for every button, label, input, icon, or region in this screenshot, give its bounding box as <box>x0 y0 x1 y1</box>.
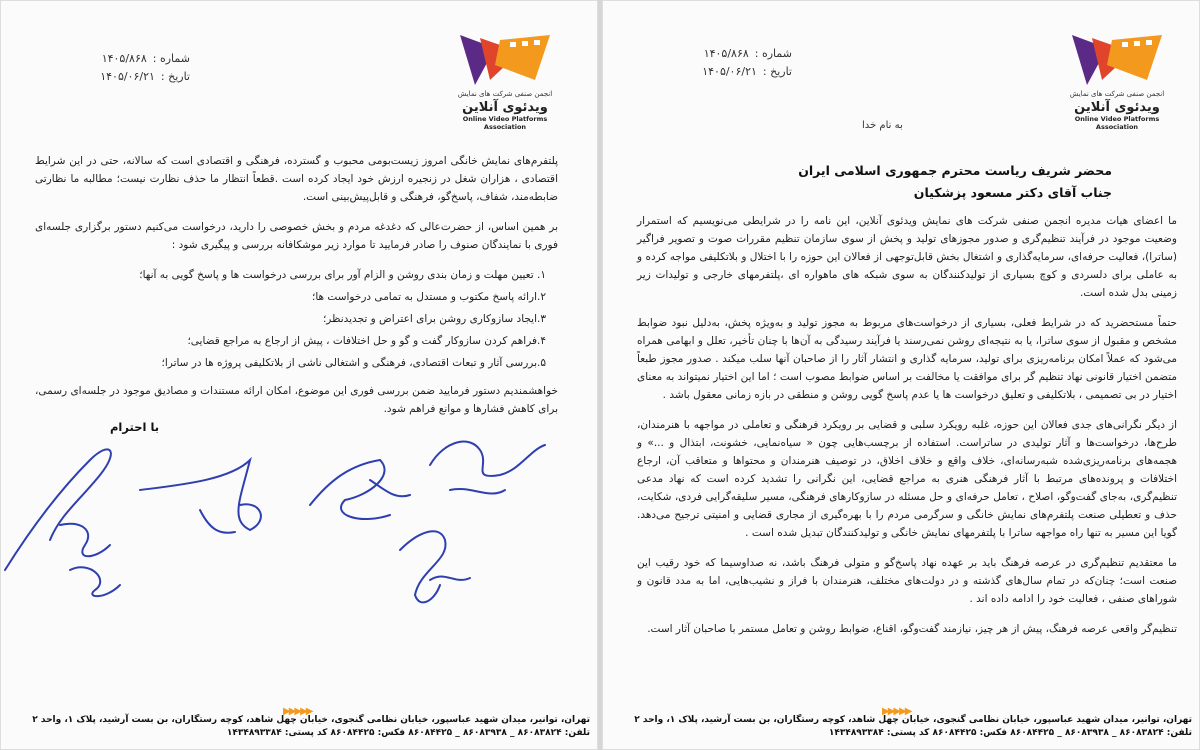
date-label: تاریخ : <box>762 65 792 78</box>
logo-tagline: انجمن صنفی شرکت های نمایش <box>1069 90 1165 98</box>
letter-meta <box>672 45 792 81</box>
film-strip-logo-icon <box>450 30 560 90</box>
logo-english: Online Video Platforms Association <box>462 115 548 131</box>
letter-number: ۱۴۰۵/۸۶۸ <box>101 52 147 65</box>
paragraph: خواهشمندیم دستور فرمایید ضمن بررسی فوری این موضوع، امکان ارائه مستندات و مصادیق موجود در جلسه‌ای رسمی، برای کاهش فشارها و موانع فراهم شود. <box>35 385 558 415</box>
footer-address: تهران، توانیر، میدان شهید عباسپور، خیابان نظامی گنجوی، خیابان چهل شاهد، کوچه رستگاران، بن بست آرشید، پلاک ۱، واحد ۲ <box>32 715 590 725</box>
logo-english: Online Video Platforms Association <box>1074 115 1160 131</box>
letter-date: ۱۴۰۵/۰۶/۲۱ <box>702 65 757 78</box>
letter-body <box>35 152 558 430</box>
recipient-heading <box>702 160 1112 204</box>
list-item: ۴.فراهم کردن سازوکار گفت و گو و حل اختلافات ، پیش از ارجاع به مراجع قضایی؛ <box>187 335 546 347</box>
letter-page-2 <box>0 0 598 750</box>
film-strip-logo-icon <box>1062 30 1172 90</box>
logo-tagline: انجمن صنفی شرکت های نمایش <box>457 90 553 98</box>
basmala: به نام خدا <box>862 120 903 131</box>
footer-contact: تلفن: ۸۶۰۸۳۸۲۴ _ ۸۶۰۸۳۹۳۸ _ ۸۶۰۸۴۴۲۵ فکس: ۸۶۰۸۴۴۲۵ کد پستی: ۱۴۳۴۸۹۳۳۸۴ <box>828 728 1192 738</box>
closing-regards: با احترام <box>110 420 160 434</box>
paragraph: بر همین اساس، از حضرت‌عالی که دغدغه مردم و بخش خصوصی را دارید، درخواست می‌کنیم دستور برگزاری جلسه‌ای فوری با نمایندگان صنوف را صادر فرمایید تا موارد زیر موشکافانه بررسی و پیگیری شود : <box>35 221 558 251</box>
paragraph: ما معتقدیم تنظیم‌گری در عرصه فرهنگ باید بر عهده نهاد پاسخ‌گو و متولی فرهنگ باشد، نه صداوسیما که خود رقیب این صنعت است؛ چنان‌که در تمام سال‌های گذشته و در دولت‌های مختلف، هنرمندان با فراز و نشیب‌هایی، اما به مدد قانون و شوراهای صنفی ، فعالیت خود را ادامه داده اند . <box>637 557 1177 605</box>
logo-name: ویدئوی آنلاین <box>462 100 548 115</box>
paragraph: ما اعضای هیات مدیره انجمن صنفی شرکت های نمایش ویدئوی آنلاین، این نامه را در شرایطی می‌نویسیم که استمرار وضعیت موجود در فرآیند تنظیم‌گری و صدور مجوزهای تولید و پخش از سوی سازمان تنظیم مقررات صوت و تصویر فراگیر (ساترا)، فعالیت حرفه‌ای، سرمایه‌گذاری و اشتغال بخش قابل‌توجهی از فعالان این حوزه را با اختلال و بلاتکلیفی مواجه کرده و به عاملی برای دلسردی و کوچ بسیاری از تولیدکنندگان به سوی شبکه های ماهواره ای ،پلتفرمهای خارجی و تولیدات زیر زمینی بدل شده است. <box>637 215 1177 299</box>
letter-footer <box>612 714 1192 740</box>
footer-arrows: ▶▶▶▶▶ <box>882 706 911 717</box>
footer-address: تهران، توانیر، میدان شهید عباسپور، خیابان نظامی گنجوی، خیابان چهل شاهد، کوچه رستگاران، بن بست آرشید، پلاک ۱، واحد ۲ <box>634 715 1192 725</box>
letter-footer <box>10 714 590 740</box>
association-logo <box>1062 30 1172 131</box>
list-item: ۱. تعیین مهلت و زمان بندی روشن و الزام آور برای بررسی درخواست ها و پاسخ گویی به آنها؛ <box>139 269 546 281</box>
number-label: شماره : <box>754 47 792 60</box>
date-label: تاریخ : <box>160 70 190 83</box>
footer-arrows: ▶▶▶▶▶ <box>283 706 312 717</box>
list-item: ۲.ارائه پاسخ مکتوب و مستدل به تمامی درخواست ها؛ <box>312 291 546 303</box>
letter-date: ۱۴۰۵/۰۶/۲۱ <box>100 70 155 83</box>
paragraph: پلتفرم‌های نمایش خانگی امروز زیست‌بومی محبوب و گسترده، فرهنگی و اقتصادی است که سالانه، حتی در این شرایط اقتصادی ، هزاران شغل در زنجیره ارزش خود ایجاد کرده است .قطعاً انتظار ما حذف نظارت نیست؛ مطالبه ما نظارتی ضابطه‌مند، شفاف، پاسخ‌گو، فرهنگی و قابل‌پیش‌بینی است. <box>35 155 558 203</box>
list-item: ۵.بررسی آثار و تبعات اقتصادی، فرهنگی و اشتغالی ناشی از بلاتکلیفی پروژه ها در ساترا؛ <box>161 357 546 369</box>
association-logo <box>450 30 560 131</box>
recipient-title: محضر شریف ریاست محترم جمهوری اسلامی ایران <box>798 163 1112 178</box>
number-label: شماره : <box>152 52 190 65</box>
paragraph: حتماً مستحضرید که در شرایط فعلی، بسیاری از درخواست‌های مربوط به مجوز تولید و به‌ویژه پخش، به‌دلیل نبود ضوابط مشخص و مقبول از سوی ساترا، یا به نتیجه‌ای روشن نمی‌رسند یا فرآیند رسیدگی به آن‌ها با چنان تأخیر، تعلل و ابهامی همراه می‌شود که عملاً امکان برنامه‌ریزی برای تولید، سرمایه گذاری و انتشار آثار را از صاحبان آنها سلب میکند . صدور مجوز طبعاً متضمن اختیار قانونی نهاد تنظیم گر برای موافقت یا مخالفت بر اساس ضوابط مصوب است ؛ اما این اختیار نمیتواند به معنای اختیار در بی تصمیمی ، بلاتکلیفی و تعلیق درخواست ها یا عدم پاسخ گویی روشن و منطقی در بازه زمانی معقول باشد . <box>637 317 1177 401</box>
paragraph: تنظیم‌گر واقعی عرصه فرهنگ، پیش از هر چیز، نیازمند گفت‌وگو، اقناع، ضوابط روشن و تعامل مستمر با صاحبان آثار است. <box>647 623 1177 635</box>
logo-name: ویدئوی آنلاین <box>1074 100 1160 115</box>
signatures-icon <box>0 420 598 630</box>
demands-list <box>35 266 558 372</box>
letter-page-1 <box>602 0 1200 750</box>
list-item: ۳.ایجاد سازوکاری روشن برای اعتراض و تجدیدنظر؛ <box>322 313 546 325</box>
recipient-name: جناب آقای دکتر مسعود پزشکیان <box>913 185 1112 200</box>
letter-number: ۱۴۰۵/۸۶۸ <box>703 47 749 60</box>
footer-contact: تلفن: ۸۶۰۸۳۸۲۴ _ ۸۶۰۸۳۹۳۸ _ ۸۶۰۸۴۴۲۵ فکس: ۸۶۰۸۴۴۲۵ کد پستی: ۱۴۳۴۸۹۳۳۸۴ <box>226 728 590 738</box>
letter-body <box>637 212 1177 650</box>
paragraph: از دیگر نگرانی‌های جدی فعالان این حوزه، غلبه رویکرد سلبی و قضایی بر رویکرد فرهنگی و تعاملی در مواجهه با هنرمندان، طرح‌ها، درخواست‌ها و آثار تولیدی در ساتراست. استفاده از برچسب‌هایی چون « سیاه‌نمایی، خشونت، ابتذال و ...» و هجمه‌های برنامه‌ریزی‌شده شبه‌رسانه‌ای، خلاف واقع و خلاف اخلاق، در توصیف هنرمندان و محتواها و متعاقب آن، ارجاع اختلافات و پرونده‌های مرتبط با آثار فرهنگی هنری به مراجع قضایی، این نگرانی را تشدید کرده است که نهاد مدعی تنظیم‌گری، به‌جای گفت‌وگو، اصلاح ، تعامل حرفه‌ای و حل مسئله در سازوکارهای فرهنگی، مسیر سلیقه‌گرایی فردی، شکایت، حذف و تعطیلی صنعت پلتفرم‌های نمایش خانگی و سرگرمی مردم را با بهره‌گیری از مجاری قضایی و امنیتی ترجیح می‌دهد. گویا این مسیر به تنها راه مواجهه ساترا با پلتفرمهای نمایش خانگی و تولیدکنندگان تبدیل شده است . <box>637 419 1177 539</box>
letter-meta <box>70 50 190 86</box>
